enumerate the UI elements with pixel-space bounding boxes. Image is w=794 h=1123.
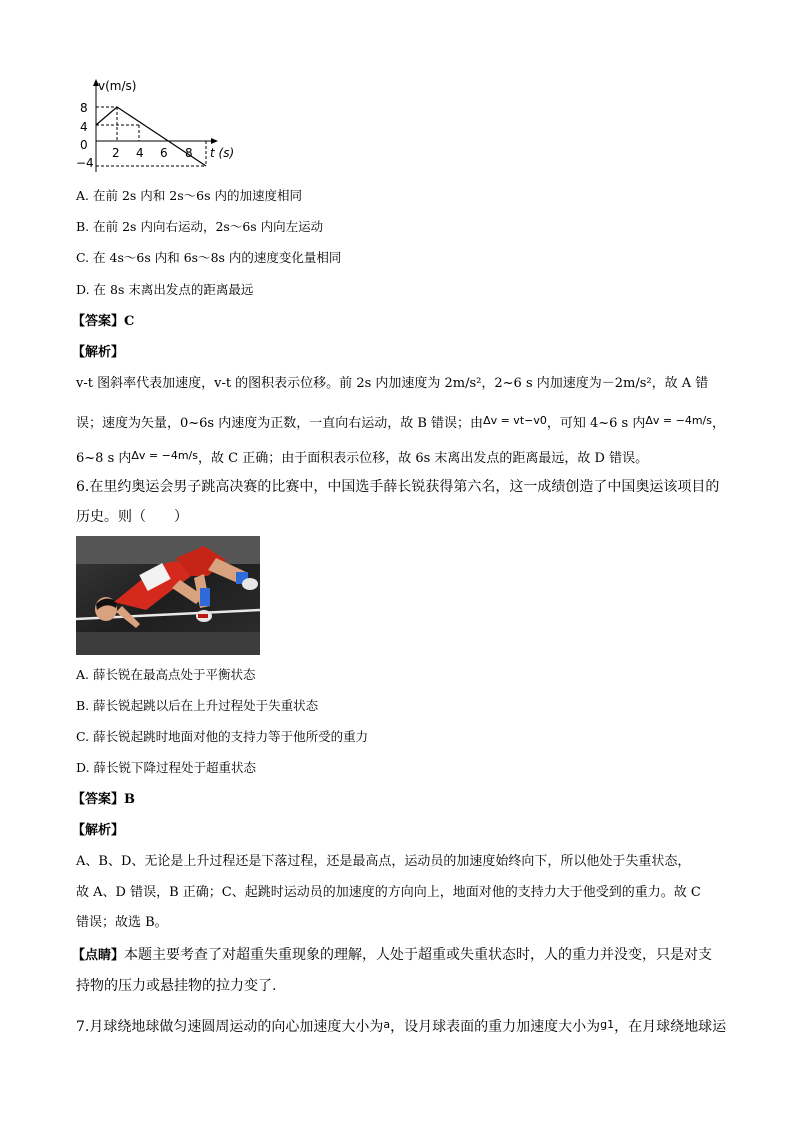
- q5-option-d: D. 在 8s 末离出发点的距离最远: [76, 282, 254, 297]
- q5-analysis-text-2c: ，: [712, 416, 726, 431]
- q6-option-c: C. 薛长锐起跳时地面对他的支持力等于他所受的重力: [76, 729, 369, 744]
- q5-analysis-line-3: [76, 446, 726, 469]
- x-axis-arrow: [211, 138, 218, 144]
- q6-answer: 【答案】B: [72, 792, 135, 807]
- q7-stem-line-1: [76, 1015, 726, 1037]
- q6-stem-line-2: 历史。则（ ）: [76, 509, 188, 525]
- q5-analysis-text-3a: 6~8 s 内: [76, 451, 132, 466]
- q7-symbol-a: a: [383, 1018, 391, 1031]
- q6-comment-line-1: [72, 945, 722, 966]
- q5-option-c: C. 在 4s～6s 内和 6s～8s 内的速度变化量相同: [76, 250, 342, 265]
- x-tick-6: 6: [160, 146, 168, 160]
- q6-analysis-line-2: 故 A、D 错误，B 正确；C、起跳时运动员的加速度的方向向上，地面对他的支持力大于他受到的重力。故 C: [76, 885, 701, 900]
- q7-stem-text-1: 7.月球绕地球做匀速圆周运动的向心加速度大小为: [76, 1019, 384, 1035]
- q5-analysis-text-2b: ，可知 4~6 s 内: [546, 416, 646, 431]
- q5-formula-dv-value-1: Δv = −4m/s: [645, 414, 712, 427]
- x-axis-label: t (s): [210, 146, 235, 160]
- q7-stem-text-3: ，在月球绕地球运: [614, 1019, 727, 1035]
- q5-formula-dv: Δv = vt−v0: [483, 414, 547, 427]
- x-tick-8: 8: [185, 146, 193, 160]
- q6-option-a: A. 薛长锐在最高点处于平衡状态: [76, 667, 256, 682]
- q6-comment-line-2: 持物的压力或悬挂物的拉力变了.: [76, 978, 277, 994]
- q6-comment-text-1: 本题主要考查了对超重失重现象的理解，人处于超重或失重状态时，人的重力并没变，只是对支: [124, 947, 713, 963]
- x-tick-2: 2: [112, 146, 120, 160]
- y-tick-8: 8: [80, 101, 88, 115]
- q6-option-d: D. 薛长锐下降过程处于超重状态: [76, 760, 257, 775]
- q7-symbol-g1: g1: [600, 1018, 615, 1031]
- q5-option-b: B. 在前 2s 内向右运动，2s～6s 内向左运动: [76, 219, 324, 234]
- q7-stem-text-2: ，设月球表面的重力加速度大小为: [390, 1019, 601, 1035]
- y-tick-0: 0: [80, 138, 88, 152]
- y-tick-4: 4: [80, 120, 88, 134]
- q5-analysis-line-1: v-t 图斜率代表加速度，v-t 的图积表示位移。前 2s 内加速度为 2m/s²，2~6 s 内加速度为－2m/s²，故 A 错: [76, 376, 709, 391]
- velocity-time-graph: [76, 76, 246, 176]
- q6-comment-tag: 【点睛】: [72, 948, 125, 963]
- q6-option-b: B. 薛长锐起跳以后在上升过程处于失重状态: [76, 698, 319, 713]
- x-tick-4: 4: [136, 146, 144, 160]
- q5-formula-dv-value-2: Δv = −4m/s: [131, 449, 198, 462]
- high-jump-photo: [76, 536, 260, 655]
- q6-analysis-line-1: A、B、D、无论是上升过程还是下落过程，还是最高点，运动员的加速度始终向下，所以他处于失重状态，: [76, 854, 691, 869]
- y-axis-label: v(m/s): [98, 79, 137, 93]
- q5-answer: 【答案】C: [72, 314, 135, 329]
- y-tick-neg4: −4: [76, 156, 94, 170]
- q5-analysis-title: 【解析】: [72, 345, 125, 360]
- q6-analysis-line-3: 错误；故选 B。: [76, 915, 168, 930]
- q5-analysis-text-3b: ，故 C 正确；由于面积表示位移，故 6s 末离出发点的距离最远，故 D 错误。: [198, 451, 649, 466]
- q5-analysis-text-2a: 误；速度为矢量，0~6s 内速度为正数，一直向右运动，故 B 错误；由: [76, 416, 484, 431]
- q6-analysis-title: 【解析】: [72, 823, 125, 838]
- q6-stem-line-1: 6.在里约奥运会男子跳高决赛的比赛中，中国选手薛长锐获得第六名，这一成绩创造了中国奥运该项目的: [76, 479, 720, 495]
- q5-option-a: A. 在前 2s 内和 2s～6s 内的加速度相同: [76, 188, 302, 203]
- q5-analysis-line-2: [76, 411, 726, 434]
